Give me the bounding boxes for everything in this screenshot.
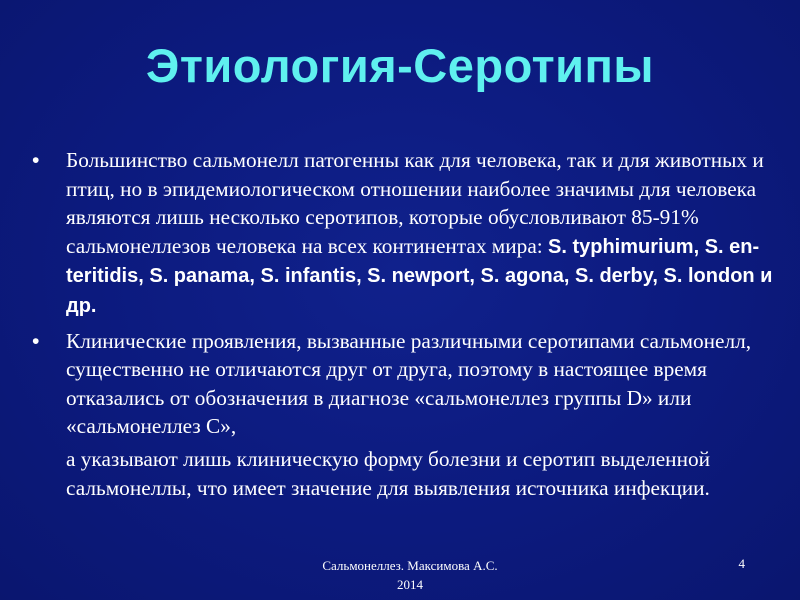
bullet-text: Клинические проявления, вызванные различными серотипами сальмонелл, существенно не отличаются друг от друга, поэтому в настоящее время отказались от обозначения в диагнозе «сальмонеллез группы D» или «сальмонеллез С», xyxy=(66,328,752,439)
bullet-icon: • xyxy=(32,328,40,353)
page-number: 4 xyxy=(738,556,745,571)
bullet-continuation: а указывают лишь клиническую форму болезни и серотип выделенной сальмонеллы, что имеет значение для выявления источника инфекции. xyxy=(66,446,711,500)
slide-body xyxy=(26,146,776,502)
slide-title: Этиология-Серотипы xyxy=(145,39,655,92)
serotype-list: S. typhimurium, S. en-teritidis, S. panama, S. infantis, S. newport, S. agona, S. derby, S. london и др. xyxy=(66,235,773,317)
bullet-item-clinical xyxy=(26,327,776,503)
bullet-text: Большинство сальмонелл патогенны как для человека, так и для животных и птиц, но в эпидемиологическом отношении наиболее значимы для человека являются лишь несколько серотипов, которые обусловливают 85-91% сальмонеллезов человека на всех континентах мира: xyxy=(66,148,764,258)
bullet-icon: • xyxy=(32,148,40,172)
bullet-item-serotypes xyxy=(26,146,776,321)
slide-footer: Сальмонеллез. Максимова А.С. 2014 xyxy=(322,558,498,592)
